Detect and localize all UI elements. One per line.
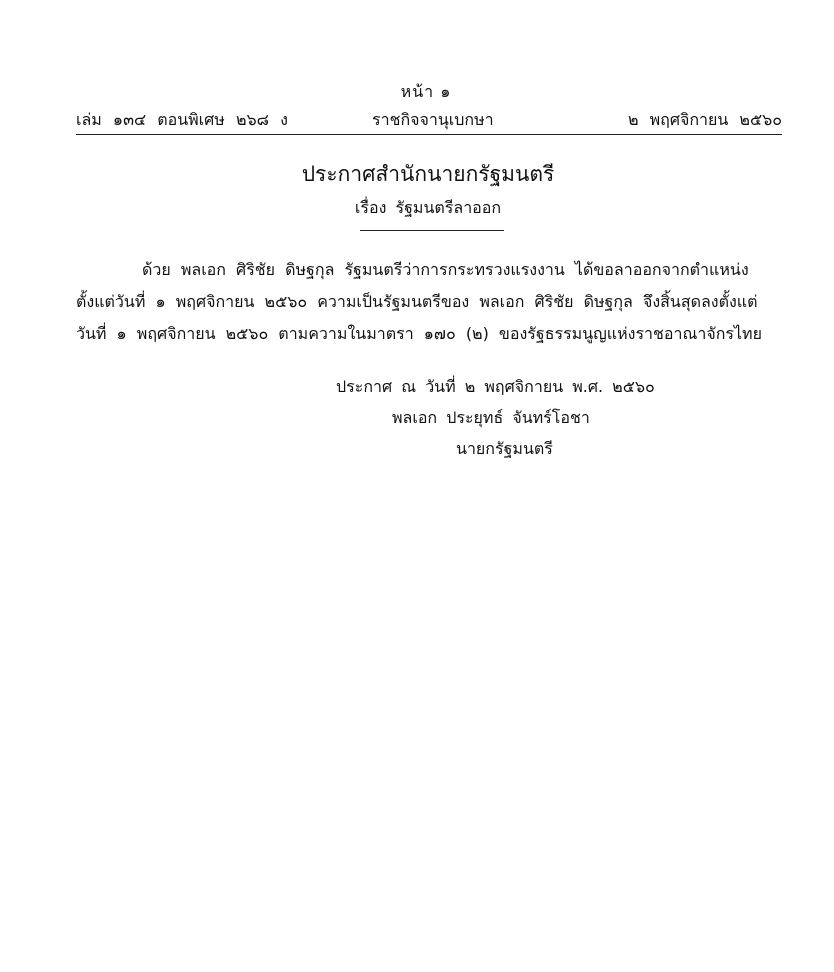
announcement-subject: เรื่อง รัฐมนตรีลาออก [354,198,502,217]
signature-date: ประกาศ ณ วันที่ ๒ พฤศจิกายน พ.ศ. ๒๕๖๐ [336,377,655,396]
body-line-2: ตั้งแต่วันที่ ๑ พฤศจิกายน ๒๕๖๐ ความเป็นรัฐมนตรีของ พลเอก ศิริชัย ดิษฐกุล จึงสิ้นสุดลงตั้งแต่ [76,292,758,311]
body-line-3: วันที่ ๑ พฤศจิกายน ๒๕๖๐ ตามความในมาตรา ๑๗๐ (๒) ของรัฐธรรมนูญแห่งราชอาณาจักรไทย [76,324,762,343]
signatory-position: นายกรัฐมนตรี [456,439,553,458]
signatory-name: พลเอก ประยุทธ์ จันทร์โอชา [392,408,590,427]
publication-date: ๒ พฤศจิกายน ๒๕๖๐ [627,110,782,129]
gazette-header [76,108,782,135]
page-number: หน้า ๑ [400,82,452,101]
publication-name: ราชกิจจานุเบกษา [372,110,494,129]
title-divider [360,230,504,231]
announcement-title: ประกาศสำนักนายกรัฐมนตรี [301,162,555,186]
volume-issue: เล่ม ๑๓๔ ตอนพิเศษ ๒๖๘ ง [76,110,288,129]
body-line-1: ด้วย พลเอก ศิริชัย ดิษฐกุล รัฐมนตรีว่าการกระทรวงแรงงาน ได้ขอลาออกจากตำแหน่ง [142,260,749,279]
